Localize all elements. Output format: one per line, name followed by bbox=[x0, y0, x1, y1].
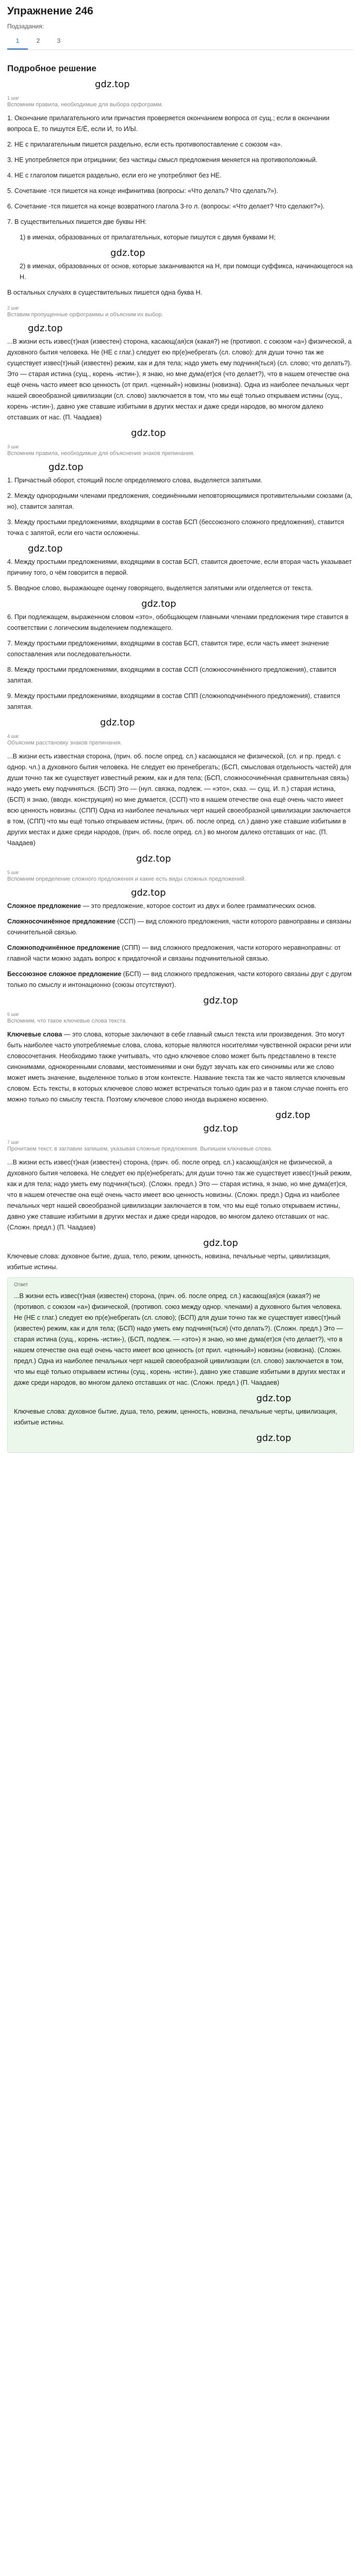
keywords-term: Ключевые слова bbox=[7, 1031, 62, 1038]
watermark: gdz.top bbox=[256, 1433, 291, 1444]
punct-rule-6: 6. При подлежащем, выраженном словом «это», обобщающем главными членами предложения тире ставится в соответствии с логическим выделением подлежащего. bbox=[7, 613, 349, 631]
watermark: gdz.top bbox=[131, 428, 166, 439]
punct-rule-1: 1. Причастный оборот, стоящий после определяемого слова, выделяется запятыми. bbox=[7, 477, 262, 484]
definition-1-term: Сложное предложение bbox=[7, 902, 81, 910]
page bbox=[0, 5, 361, 1453]
step-2-text: ...В жизни есть извес(т)ная (известен) сторона, касающ(ая)ся (какая?) не (противоп. с союзом «а») физической, а духовного бытия человека. Не (НЕ с глаг.) следует ею пр(е)небрегать (сл. слово): для души точно так же существует извес(т)ный (известен) режим, как и для тела; надо уметь ему подчиня(ться) (сл. слово; что делать?). Это — старая истина (сущ., корень -истин-), я знаю, но мне дума(ет)ся (что делает?), что в нашем отечестве она ещё очень часто имеет всю ценность (от прил. «ценный») новизны (новизна). Одна из наиболее печальных черт нашей своеобразной цивилизации (сл. слово) заключается в том, что мы ещё только открываем истины (сущ., корень -истин-), давно уже ставшие избитыми в других местах и даже среди народов, во многом далеко отставших от нас. (П. Чаадаев) bbox=[7, 338, 352, 421]
answer-keywords: Ключевые слова: духовное бытие, душа, тело, режим, ценность, новизна, печальные черты, цивилизация, избитые истины. bbox=[14, 1408, 337, 1426]
definition-1 bbox=[7, 901, 354, 912]
step-2-caption: Вставим пропущенные орфограммы и объясним их выбор. bbox=[7, 312, 163, 318]
step-5-caption: Вспомним определение сложного предложения и какие есть виды сложных предложений. bbox=[7, 876, 246, 882]
rule-7-1: 1) в именах, образованных от прилагательных, которые пишутся с двумя буквами Н; bbox=[20, 234, 276, 241]
watermark: gdz.top bbox=[48, 462, 84, 473]
step-6-text bbox=[7, 1029, 354, 1105]
watermark: gdz.top bbox=[256, 1393, 291, 1404]
step-7-caption: Прочитаем текст, в заглавии запишем, указывая сложные предложения. Выпишем ключевые слова. bbox=[7, 1146, 273, 1152]
step-6-label: 6 шаг bbox=[7, 1012, 20, 1017]
watermark: gdz.top bbox=[100, 717, 135, 728]
watermark: gdz.top bbox=[141, 598, 176, 609]
rule-1: 1. Окончание прилагательного или причастия проверяется окончанием вопроса от сущ.; если в окончании вопроса Е, то пишутся Е/Ё, если И, то И/Ы. bbox=[7, 115, 330, 133]
step-7-label: 7 шаг bbox=[7, 1140, 20, 1145]
subtab-1[interactable]: 1 bbox=[7, 34, 28, 50]
watermark: gdz.top bbox=[203, 995, 238, 1006]
watermark: gdz.top bbox=[131, 887, 166, 898]
step-3-caption: Вспомним правила, необходимые для объяснения знаков препинания. bbox=[7, 450, 195, 457]
step-1-caption: Вспомним правила, необходимые для выбора орфограмм. bbox=[7, 102, 163, 108]
answer-text: ...В жизни есть извес(т)ная (известен) сторона, (прич. об. после опред. сл.) касающ(ая)ся (какая?) не (противоп. с союзом «а») физической, (противоп. союз между однор. членами) а духовного бытия человека. Не (НЕ с глаг.) следует ею пр(е)небрегать (сл. слово); (БСП) для души точно так же существует извес(т)ный (известен) режим, как и для тела; (БСП) надо уметь ему подчиня(ться) (что делать?). (Сложн. предл.) Это — старая истина (сущ., корень -истин-), (БСП, подлеж. — «это») я знаю, но мне дума(ет)ся (что делает?), что в нашем отечестве она ещё очень часто имеет всю ценность (от прил. «ценный») новизны (новизна). (Сложн. предл.) Одна из наиболее печальных черт нашей своеобразной цивилизации (сл. слово) заключается в том, что мы ещё только открываем истины (сущ., корень -истин-), давно уже ставшие избитыми в других местах и даже среди народов, во многом далеко отставших от нас. (Сложн. предл.) (П. Чаадаев) bbox=[14, 1292, 346, 1386]
watermark: gdz.top bbox=[110, 248, 145, 258]
subtask-tabs bbox=[7, 34, 354, 50]
step-7-text: ...В жизни есть извес(т)ная (известен) сторона, (прич. об. после опред. сл.) касающ(ая)ся не физической, а духовного бытия человека. Не следует ею пр(е)небрегать; для души точно так же существует извес(т)ный режим, как и для тела; надо уметь ему подчиня(ться). (Сложн. предл.) Это — старая истина, я знаю, но мне дума(ет)ся, что в нашем отечестве она ещё очень часто имеет всю ценность новизны. (Сложн. предл.) Одна из наиболее печальных черт нашей своеобразной цивилизации заключается в том, что мы ещё только открываем истины, давно уже ставшие избитыми в других местах и даже среди народов, во многом далеко отставших от нас. (Сложн. предл.) (П. Чаадаев) bbox=[7, 1159, 352, 1231]
subtasks-label: Подзадания: bbox=[7, 23, 44, 30]
answer-box bbox=[7, 1277, 354, 1453]
watermark: gdz.top bbox=[203, 1123, 238, 1134]
answer-label: Ответ bbox=[14, 1282, 28, 1288]
step-4-label: 4 шаг bbox=[7, 734, 20, 739]
punct-rule-4: 4. Между простыми предложениями, входящими в состав БСП, ставится двоеточие, если вторая часть указывает причину того, о чём говорится в первой. bbox=[7, 558, 352, 576]
subtab-2[interactable]: 2 bbox=[36, 37, 40, 44]
exercise-title: Упражнение 246 bbox=[7, 5, 93, 17]
punct-rule-7: 7. Между простыми предложениями, входящими в состав БСП, ставится тире, если часть имеет значение сопоставления или последовательности. bbox=[7, 640, 329, 658]
watermark: gdz.top bbox=[136, 853, 171, 864]
rule-3: 3. НЕ употребляется при отрицании; без частицы смысл предложения меняется на противоположный. bbox=[7, 156, 318, 164]
rule-6: 6. Сочетание -тся пишется на конце возвратного глагола 3-го л. (вопросы: «Что делает? Что сделают?»). bbox=[7, 203, 325, 210]
rule-2: 2. НЕ с прилагательным пишется раздельно, если есть противопоставление с союзом «а». bbox=[7, 141, 283, 148]
rule-7-2: 2) в именах, образованных от основ, которые заканчиваются на Н, при помощи суффикса, начинающегося на Н. bbox=[20, 263, 353, 281]
step-5-label: 5 шаг bbox=[7, 870, 20, 875]
definition-3 bbox=[7, 943, 354, 964]
step-4-caption: Объясним расстановку знаков препинания. bbox=[7, 740, 122, 746]
definition-2-term: Сложносочинённое предложение bbox=[7, 918, 116, 925]
watermark: gdz.top bbox=[28, 323, 63, 334]
definition-1-text: — это предложение, которое состоит из двух и более грамматических основ. bbox=[80, 902, 317, 910]
definition-2 bbox=[7, 916, 354, 938]
step-2-label: 2 шаг bbox=[7, 305, 20, 311]
rule-rest: В остальных случаях в существительных пишется одна буква Н. bbox=[7, 289, 203, 296]
step-3-label: 3 шаг bbox=[7, 444, 20, 449]
rule-4: 4. НЕ с глаголом пишется раздельно, если его не употребляют без НЕ. bbox=[7, 172, 222, 179]
step-4-text: ...В жизни есть известная сторона, (прич. об. после опред. сл.) касающаяся не физической, (сл. и пр. предл. с однор. чл.) а духовного бытия человека. Не следует ею пренебрегать; (БСП, смысловая отдельность частей) для души точно так же существует известный режим, как и для тела; (БСП, сложносочинённая сравнительная связь) надо уметь ему подчиняться. (БСП) Это — (нул. связка, подлеж. — «это», сказ. — сущ. И. п.) старая истина, (БСП) я знаю, (вводн. конструкция) но мне думается, (ССП) что в нашем отечестве она ещё очень часто имеет всю ценность новизны. (СПП) Одна из наиболее печальных черт нашей своеобразной цивилизации заключается в том, (СПП) что мы ещё только открываем истины, (прич. об. после опред. сл.) давно уже ставшие избитыми в других местах и даже среди народов, (прич. об. после опред. сл.) во многом далеко отставших от нас. (П. Чаадаев) bbox=[7, 753, 351, 847]
rule-7: 7. В существительных пишется две буквы НН: bbox=[7, 218, 147, 225]
definition-3-text: (СПП) — вид сложного предложения, части которого неравноправны: от главной части можно задать вопрос к придаточной и связаны подчинительной связью. bbox=[7, 944, 341, 962]
definition-4 bbox=[7, 969, 354, 991]
punct-rule-2: 2. Между однородными членами предложения, соединёнными неповторяющимися противительными союзами (а, но), ставится запятая. bbox=[7, 492, 353, 510]
punct-rule-9: 9. Между простыми предложениями, входящими в состав СПП (сложноподчинённого предложения), ставится запятая. bbox=[7, 692, 340, 710]
definition-2-text: (ССП) — вид сложного предложения, части которого равноправны и связаны сочинительной связью. bbox=[7, 918, 352, 936]
step-7-keywords: Ключевые слова: духовное бытие, душа, тело, режим, ценность, новизна, печальные черты, цивилизация, избитые истины. bbox=[7, 1253, 331, 1271]
punct-rule-5: 5. Вводное слово, выражающее оценку говорящего, выделяется запятыми или отделяется от текста. bbox=[7, 585, 313, 592]
definition-4-term: Бессоюзное сложное предложение bbox=[7, 970, 122, 978]
step-1-label: 1 шаг bbox=[7, 95, 20, 101]
punct-rule-3: 3. Между простыми предложениями, входящими в состав БСП (бессоюзного сложного предложения), ставится точка с запятой, если его части осложнены. bbox=[7, 519, 344, 537]
watermark: gdz.top bbox=[275, 1110, 310, 1121]
subtab-3[interactable]: 3 bbox=[57, 37, 61, 44]
definition-4-text: (БСП) — вид сложного предложения, части которого связаны друг с другом только по смыслу и интонационно (союзы отсутствуют). bbox=[7, 970, 352, 989]
keywords-definition: — это слова, которые заключают в себе главный смысл текста или произведения. Это могут быть наиболее часто употребляемые слова, слова, которые являются носителями чувственной окраски речи или словосочетания. Необходимо также учитывать, что одно ключевое слово может быть представлено в тексте синонимами, однокоренными словами, местоимениями и они будут звучать как его синонимы или же слово может иметь значение, выделенное только в этом контексте. Название текста так же часто является ключевым словом. Есть тексты, в которых ключевое слово может встречаться только один раз и в таком случае понять его можно только по смыслу текста. Поэтому ключевое слово иногда выражено косвенно. bbox=[7, 1031, 351, 1103]
solution-title: Подробное решение bbox=[7, 63, 96, 73]
rule-5: 5. Сочетание -тся пишется на конце инфинитива (вопросы: «Что делать? Что сделать?»). bbox=[7, 187, 278, 195]
watermark: gdz.top bbox=[28, 543, 63, 554]
punct-rule-8: 8. Между простыми предложениями, входящими в состав ССП (сложносочинённого предложения), ставится запятая. bbox=[7, 666, 336, 684]
watermark: gdz.top bbox=[203, 1238, 238, 1249]
watermark: gdz.top bbox=[95, 79, 130, 90]
definition-3-term: Сложноподчинённое предложение bbox=[7, 944, 120, 951]
step-6-caption: Вспомним, что такое ключевые слова текста. bbox=[7, 1018, 127, 1024]
